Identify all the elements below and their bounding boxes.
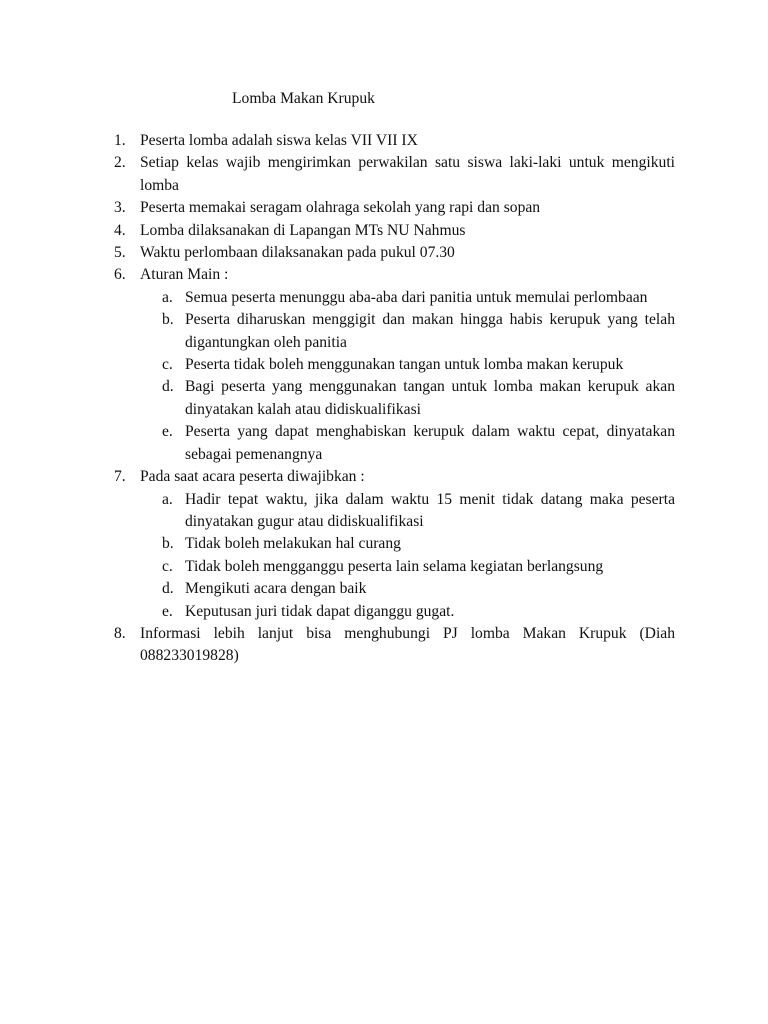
sub-item-letter: d.	[162, 378, 174, 396]
sub-item-letter: a.	[162, 490, 173, 508]
rule-text: Aturan Main :	[140, 266, 229, 284]
rule-text: Lomba dilaksanakan di Lapangan MTs NU Nahmus	[140, 221, 466, 239]
sub-item-letter: b.	[162, 535, 174, 553]
sub-item-letter: b.	[162, 311, 174, 329]
rule-number: 3.	[114, 199, 126, 217]
rule-item-8	[0, 623, 675, 668]
sub-item	[162, 376, 675, 421]
rule-number: 1.	[114, 132, 126, 149]
obligations-sublist	[140, 489, 675, 623]
rule-number: 7.	[114, 468, 126, 486]
sub-item	[162, 354, 675, 376]
rule-text: Setiap kelas wajib mengirimkan perwakilan satu siswa laki-laki untuk mengikuti lomba	[140, 154, 675, 194]
rule-item-1	[0, 130, 675, 152]
sub-item	[162, 309, 675, 354]
sub-item	[162, 556, 675, 578]
sub-item	[162, 421, 675, 466]
sub-item-text: Tidak boleh melakukan hal curang	[185, 535, 401, 553]
sub-item	[162, 601, 675, 623]
rule-text: Peserta lomba adalah siswa kelas VII VII IX	[140, 132, 418, 149]
sub-item	[162, 489, 675, 534]
sub-item-letter: e.	[162, 602, 173, 620]
sub-item-text: Mengikuti acara dengan baik	[185, 580, 367, 598]
rule-text: Pada saat acara peserta diwajibkan :	[140, 468, 365, 486]
sub-item-text: Bagi peserta yang menggunakan tangan untuk lomba makan kerupuk akan dinyatakan kalah atau didiskualifikasi	[185, 378, 675, 418]
rule-item-6	[0, 264, 675, 466]
sub-item-text: Peserta tidak boleh menggunakan tangan untuk lomba makan kerupuk	[185, 356, 624, 374]
rule-text: Waktu perlombaan dilaksanakan pada pukul 07.30	[140, 244, 455, 262]
rule-number: 8.	[114, 624, 126, 642]
sub-item	[162, 533, 675, 555]
sub-item-letter: c.	[162, 557, 173, 575]
rule-item-3	[0, 197, 675, 219]
rule-text: Informasi lebih lanjut bisa menghubungi PJ lomba Makan Krupuk (Diah 088233019828)	[140, 624, 675, 665]
rule-item-5	[0, 242, 675, 264]
sub-item-text: Peserta yang dapat menghabiskan kerupuk dalam waktu cepat, dinyatakan sebagai pemenangnya	[185, 423, 675, 463]
sub-item-text: Peserta diharuskan menggigit dan makan hingga habis kerupuk yang telah digantungkan oleh panitia	[185, 311, 675, 351]
rule-number: 2.	[114, 154, 126, 172]
rule-number: 6.	[114, 266, 126, 284]
rule-number: 5.	[114, 244, 126, 262]
sub-item-letter: c.	[162, 356, 173, 374]
sub-item-letter: e.	[162, 423, 173, 441]
sub-item-letter: a.	[162, 288, 173, 306]
rule-number: 4.	[114, 221, 126, 239]
rule-text: Peserta memakai seragam olahraga sekolah yang rapi dan sopan	[140, 199, 541, 217]
sub-item-text: Keputusan juri tidak dapat diganggu gugat.	[185, 602, 455, 620]
rule-item-7	[0, 466, 675, 623]
sub-item-text: Hadir tepat waktu, jika dalam waktu 15 menit tidak datang maka peserta dinyatakan gugur atau didiskualifikasi	[185, 490, 675, 530]
sub-item	[162, 287, 675, 309]
document-title: Lomba Makan Krupuk	[232, 90, 375, 107]
rule-item-4	[0, 220, 675, 242]
rules-list	[0, 130, 768, 668]
rule-item-2	[0, 152, 675, 197]
sub-item-letter: d.	[162, 580, 174, 598]
sub-item	[162, 578, 675, 600]
sub-item-text: Semua peserta menunggu aba-aba dari panitia untuk memulai perlombaan	[185, 288, 648, 306]
sub-item-text: Tidak boleh mengganggu peserta lain selama kegiatan berlangsung	[185, 557, 604, 575]
game-rules-sublist	[140, 287, 675, 466]
